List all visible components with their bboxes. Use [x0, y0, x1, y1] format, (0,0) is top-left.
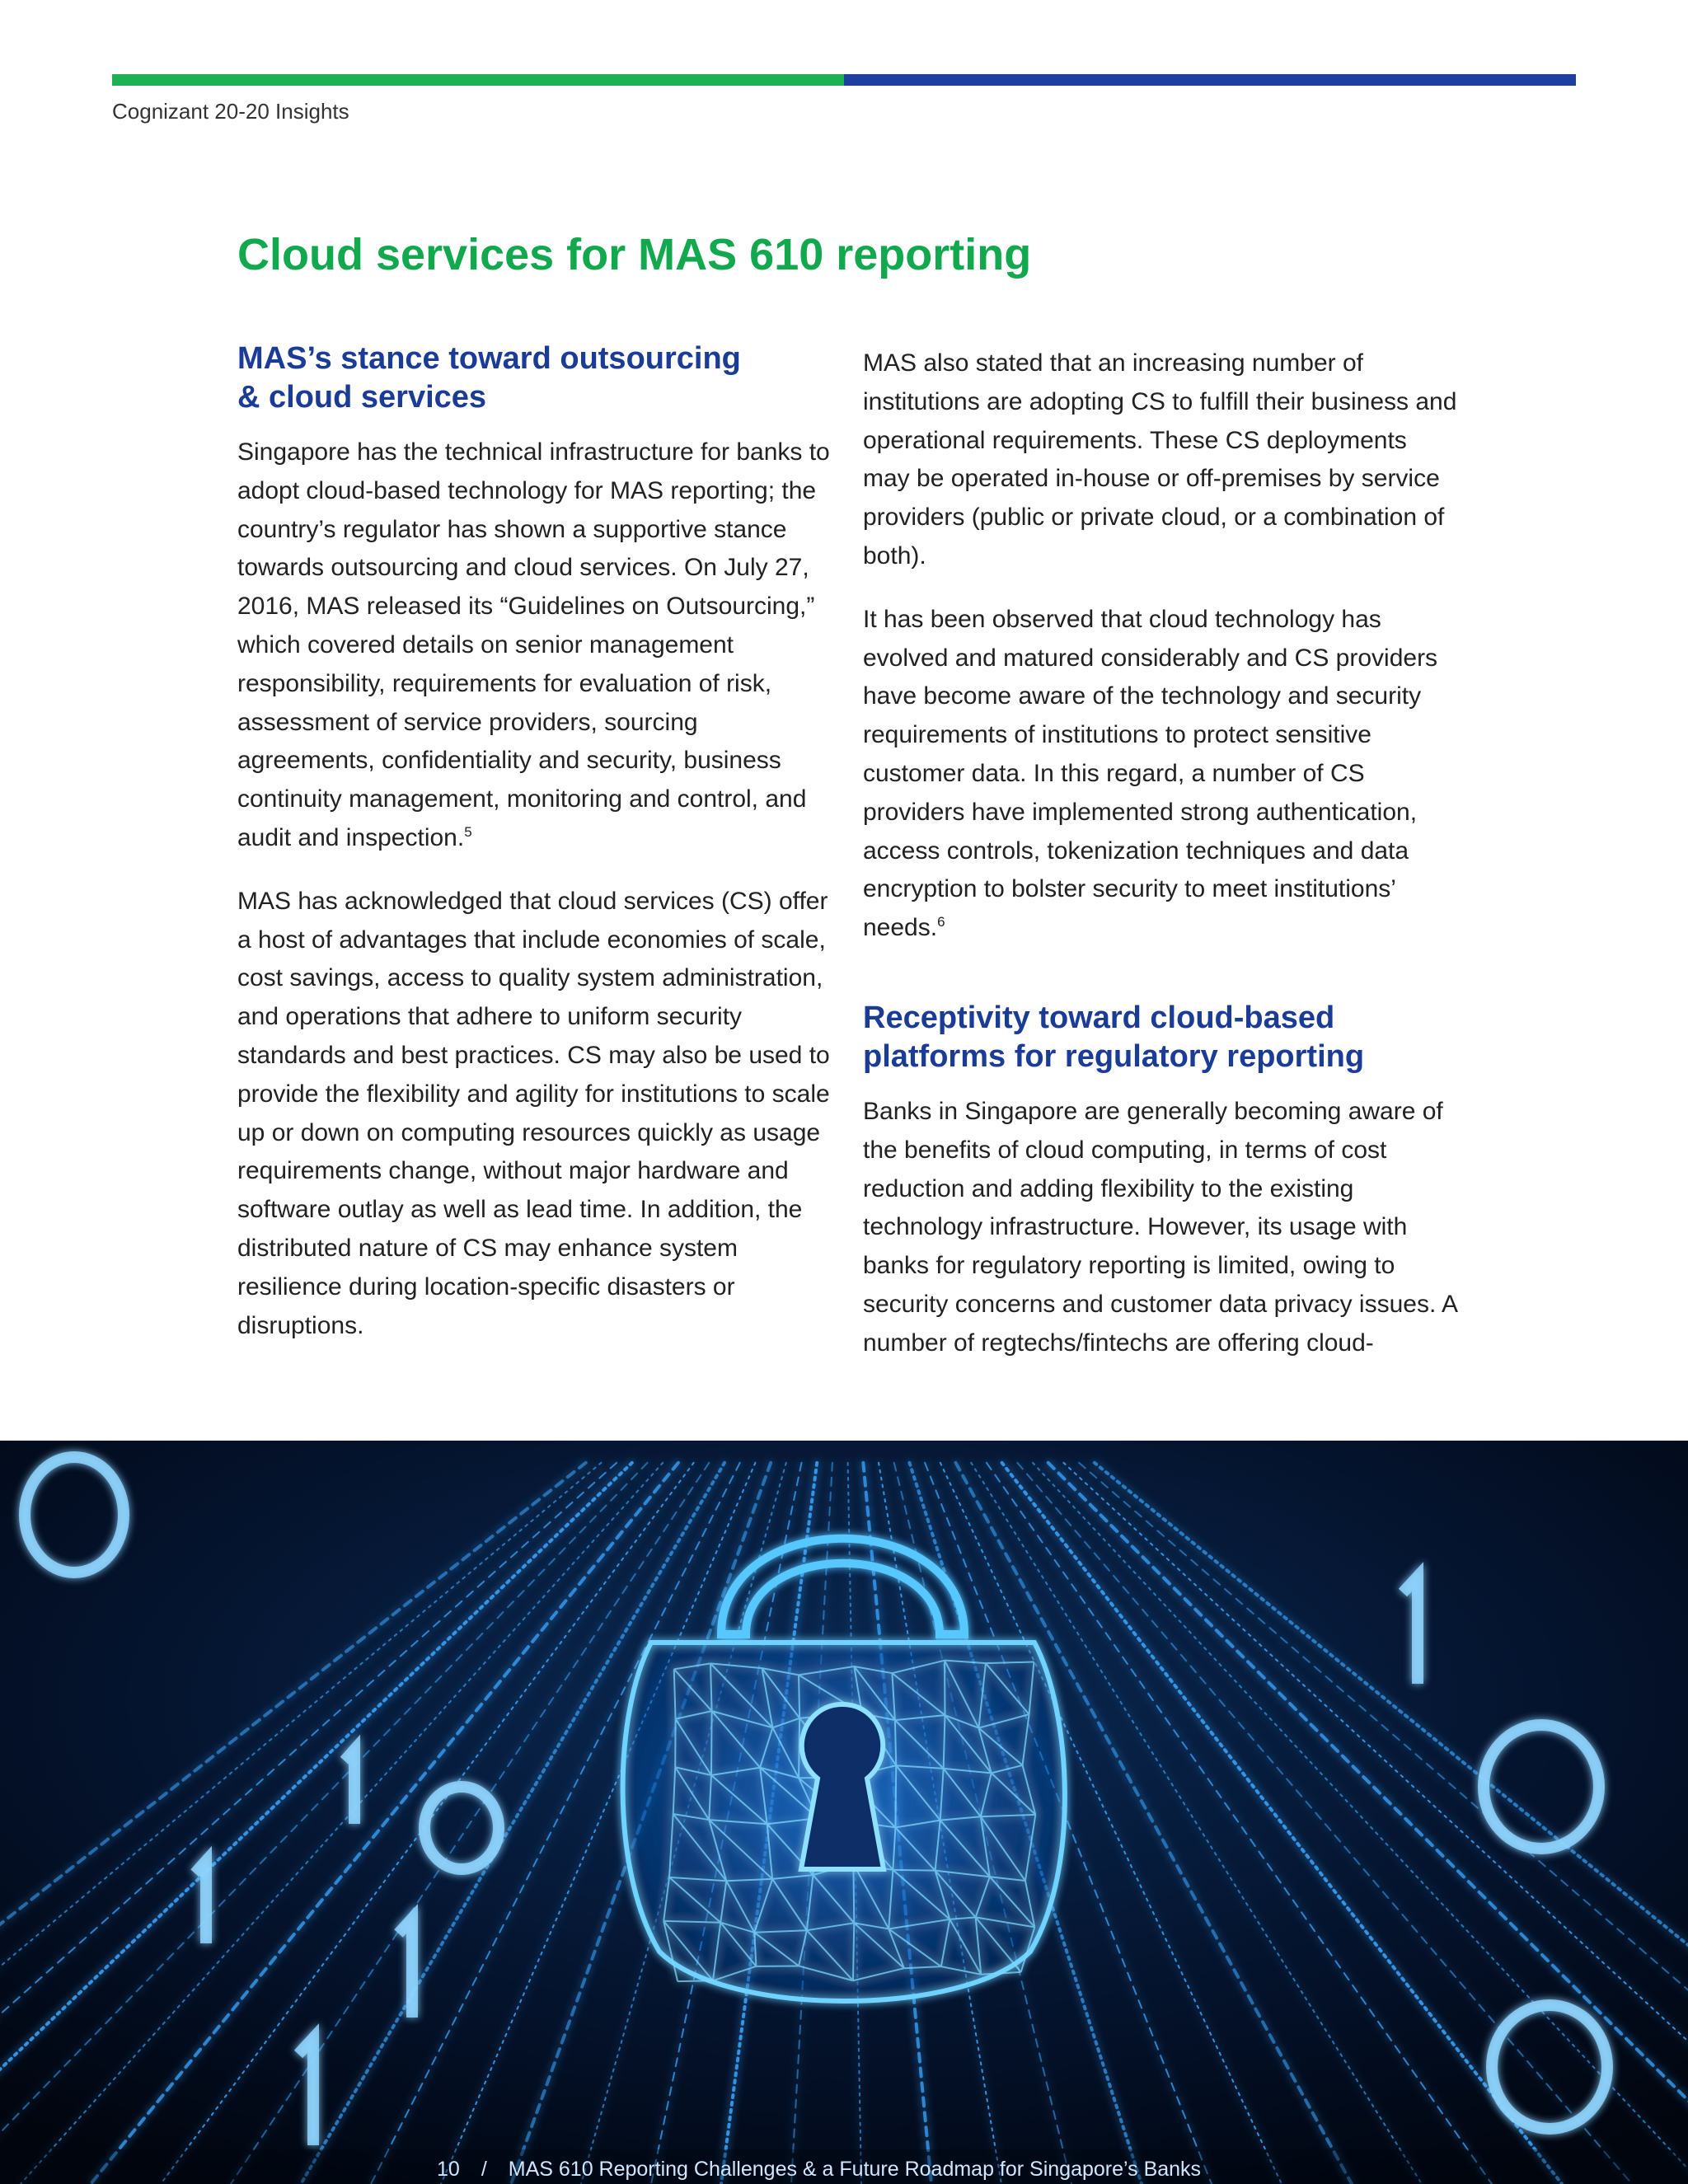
page-footer	[437, 2158, 1201, 2182]
mesh-edge	[895, 1720, 896, 1765]
footnote-ref-6[interactable]: 6	[937, 914, 945, 930]
right-paragraph-2	[863, 601, 1460, 948]
mesh-edge	[853, 1923, 854, 1980]
footer-separator: /	[481, 2158, 487, 2181]
footnote-ref-5[interactable]: 5	[464, 823, 472, 840]
brand-label: Cognizant 20-20 Insights	[112, 99, 349, 124]
page-title: Cloud services for MAS 610 reporting	[237, 230, 1032, 279]
mesh-edge	[711, 1711, 712, 1775]
top-bar-blue-segment	[844, 74, 1576, 86]
right-column	[863, 344, 1460, 1388]
left-section-heading	[237, 340, 834, 417]
mesh-edge	[893, 1870, 935, 1871]
document-title: MAS 610 Reporting Challenges & a Future Roadmap for Singapore’s Banks	[508, 2158, 1202, 2181]
top-bar-green-segment	[112, 74, 844, 86]
mesh-edge	[853, 1864, 854, 1924]
left-paragraph-1	[237, 434, 834, 858]
right-paragraph-2-text: It has been observed that cloud technology has evolved and matured considerably and CS providers have become aware of the technology and security requirements of institutions to protect sensitive customer data. In this regard, a number of CS providers have implemented strong authentication, access controls, tokenization techniques and data encryption to bolster security to meet institutions’ needs.	[863, 605, 1438, 942]
top-color-bar	[112, 74, 1576, 86]
mesh-edge	[678, 1980, 713, 1981]
left-heading-line2: & cloud services	[237, 380, 487, 415]
mesh-edge	[895, 1765, 896, 1827]
hero-image-digital-lock	[0, 1441, 1688, 2184]
right-paragraph-3: Banks in Singapore are generally becoming aware of the benefits of cloud computing, in terms of cost reduction and adding flexibility to the existing technology infrastructure. However, its usage with banks for regulatory reporting is limited, owing to security concerns and customer data privacy issues. A number of regtechs/fintechs are offering cloud-	[863, 1097, 1457, 1357]
right-heading-line2: platforms for regulatory reporting	[863, 1038, 1365, 1074]
left-column	[237, 340, 834, 1370]
right-section-heading	[863, 999, 1460, 1076]
page-number: 10	[437, 2158, 460, 2181]
left-heading-line1: MAS’s stance toward outsourcing	[237, 341, 741, 376]
right-paragraph-1: MAS also stated that an increasing number of institutions are adopting CS to fulfill their business and operational requirements. These CS deployments may be operated in-house or off-premises by service providers (public or private cloud, or a combination of both).	[863, 349, 1457, 569]
right-heading-line1: Receptivity toward cloud-based	[863, 1000, 1335, 1035]
left-paragraph-2: MAS has acknowledged that cloud services (CS) offer a host of advantages that include economies of scale, cost savings, access to quality system administration, and operations that adhere to uniform security standards and best practices. CS may also be used to provide the flexibility and agility for institutions to scale up or down on computing resources quickly as usage requirements change, without major hardware and software outlay as well as lead time. In addition, the distributed nature of CS may enhance system resilience during location-specific disasters or disruptions.	[237, 887, 830, 1339]
left-paragraph-1-text: Singapore has the technical infrastructure for banks to adopt cloud-based technology for MAS reporting; the country’s regulator has shown a supportive stance towards outsourcing and cloud services. On July 27, 2016, MAS released its “Guidelines on Outsourcing,” which covered details on senior management responsibility, requirements for evaluation of risk, assessment of service providers, sourcing agreements, confidentiality and security, business continuity management, monitoring and control, and audit and inspection.	[237, 438, 830, 851]
